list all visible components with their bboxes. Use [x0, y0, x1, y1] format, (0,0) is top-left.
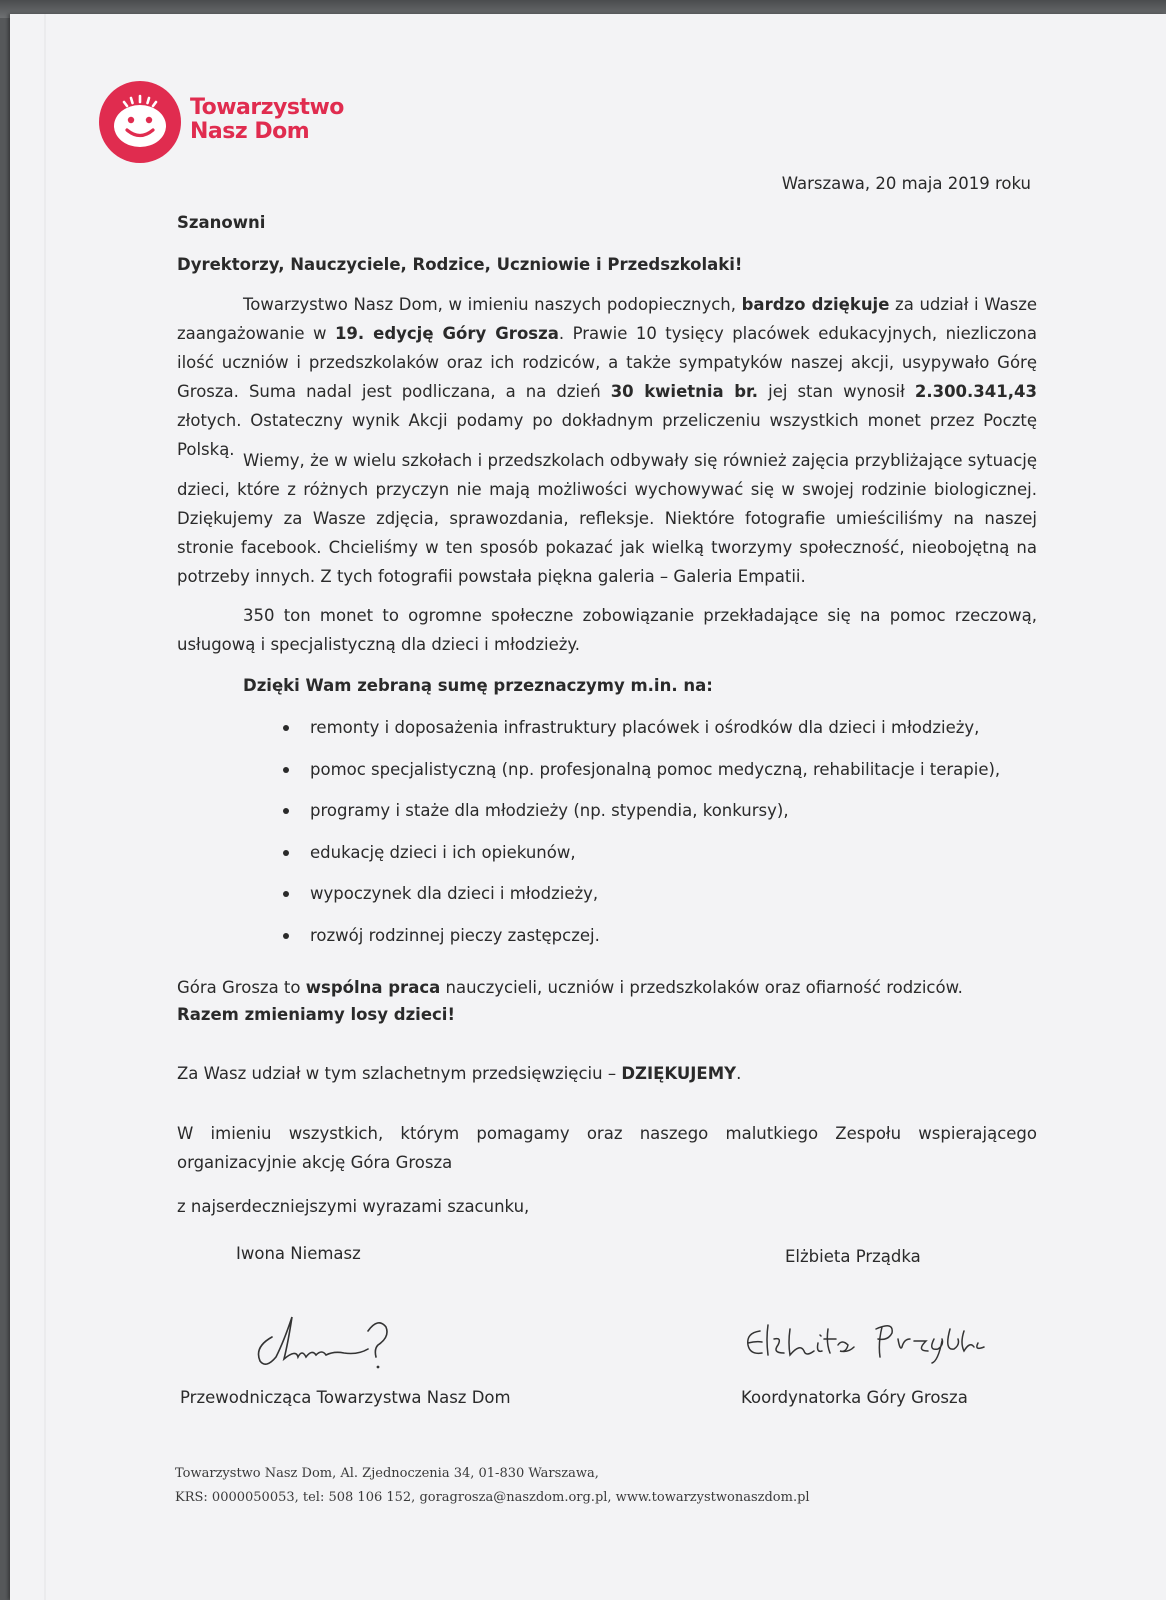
p1-text: jej stan wynosił	[758, 382, 915, 401]
p1-text: Towarzystwo Nasz Dom, w imieniu naszych podopiecznych,	[243, 295, 742, 314]
p1-bold: bardzo dziękuje	[741, 295, 890, 314]
closing-motto: Razem zmieniamy losy dzieci!	[177, 1005, 455, 1024]
logo-wordmark	[190, 96, 344, 144]
logo-line1: Towarzystwo	[190, 95, 344, 120]
list-item: wypoczynek dla dzieci i młodzieży,	[250, 883, 1000, 925]
list-item: rozwój rodzinnej pieczy zastępczej.	[250, 925, 1000, 967]
p1-text: złotych. Ostateczny wynik Akcji podamy po dokładnym przeliczeniu wszystkich monet przez Pocztę Polską.	[177, 411, 1037, 459]
p1-bold: 19. edycję Góry Grosza	[334, 324, 559, 343]
greeting: Szanowni	[177, 213, 266, 232]
signatory-left-name: Iwona Niemasz	[236, 1244, 361, 1263]
addressees: Dyrektorzy, Nauczyciele, Rodzice, Uczniowie i Przedszkolaki!	[177, 255, 743, 274]
signatory-right-role: Koordynatorka Góry Grosza	[741, 1388, 968, 1407]
p1-bold: 30 kwietnia br.	[610, 382, 759, 401]
thanks-bold: DZIĘKUJEMY	[621, 1064, 737, 1083]
thanks-text: .	[736, 1064, 742, 1083]
logo-line2: Nasz Dom	[190, 119, 310, 144]
list-item: pomoc specjalistyczną (np. profesjonalną pomoc medyczną, rehabilitacje i terapie),	[250, 759, 1000, 801]
list-heading: Dzięki Wam zebraną sumę przeznaczymy m.in. na:	[243, 676, 713, 695]
thanks-line	[177, 1064, 741, 1083]
p1-text: za udział i Wasze zaangażowanie w	[177, 295, 1038, 343]
signatory-right-name: Elżbieta Prządka	[785, 1247, 921, 1266]
footer-contact: KRS: 0000050053, tel: 508 106 152, goragrosza@naszdom.org.pl, www.towarzystwonaszdom.pl	[175, 1490, 810, 1505]
smiling-face-sun-icon	[98, 80, 182, 164]
paragraph-thanks	[177, 290, 1037, 464]
list-item: programy i staże dla młodzieży (np. stypendia, konkursy),	[250, 800, 1000, 842]
list-item: edukację dzieci i ich opiekunów,	[250, 842, 1000, 884]
organization-logo	[98, 80, 344, 166]
signature-right	[738, 1317, 988, 1367]
regards-line: z najserdeczniejszymi wyrazami szacunku,	[177, 1197, 530, 1216]
closing-text: nauczycieli, uczniów i przedszkolaków oraz ofiarność rodziców.	[440, 978, 963, 997]
closing-line	[177, 978, 963, 997]
p1-amount: 2.300.341,43	[914, 382, 1037, 401]
signatory-left-role: Przewodnicząca Towarzystwa Nasz Dom	[180, 1388, 511, 1407]
closing-bold: wspólna praca	[305, 978, 441, 997]
purpose-list	[250, 717, 1000, 967]
page-shadow	[44, 14, 46, 1600]
letter-page	[10, 14, 1166, 1600]
letter-date: Warszawa, 20 maja 2019 roku	[781, 174, 1031, 193]
paragraph-activities: Wiemy, że w wielu szkołach i przedszkolach odbywały się również zajęcia przybliżające sytuację dzieci, które z różnych przyczyn nie mają możliwości wychowywać się w swojej rodzinie biologicznej. Dziękujemy za Wasze zdjęcia, sprawozdania, refleksje. Niektóre fotografie umieściliśmy na naszej stronie facebook. Chcieliśmy w ten sposób pokazać jak wielką tworzymy społeczność, nieobojętną na potrzeby innych. Z tych fotografii powstała piękna galeria – Galeria Empatii.	[177, 451, 1037, 586]
list-item: remonty i doposażenia infrastruktury placówek i ośrodków dla dzieci i młodzieży,	[250, 717, 1000, 759]
signature-left	[240, 1309, 410, 1379]
p1-text: . Prawie 10 tysięcy placówek edukacyjnych, niezliczona ilość uczniów i przedszkolaków oraz ich rodziców, a także sympatyków naszej akcji, usypywało Górę Grosza. Suma nadal jest podliczana, a na dzień	[177, 324, 1037, 401]
thanks-text: Za Wasz udział w tym szlachetnym przedsięwzięciu –	[177, 1064, 622, 1083]
footer-address: Towarzystwo Nasz Dom, Al. Zjednoczenia 34, 01-830 Warszawa,	[175, 1466, 599, 1481]
paragraph-coins: 350 ton monet to ogromne społeczne zobowiązanie przekładające się na pomoc rzeczową, usługową i specjalistyczną dla dzieci i młodzieży.	[177, 606, 1037, 654]
closing-text: Góra Grosza to	[177, 978, 306, 997]
on-behalf-paragraph: W imieniu wszystkich, którym pomagamy oraz naszego malutkiego Zespołu wspierającego organizacyjnie akcję Góra Grosza	[177, 1124, 1037, 1172]
